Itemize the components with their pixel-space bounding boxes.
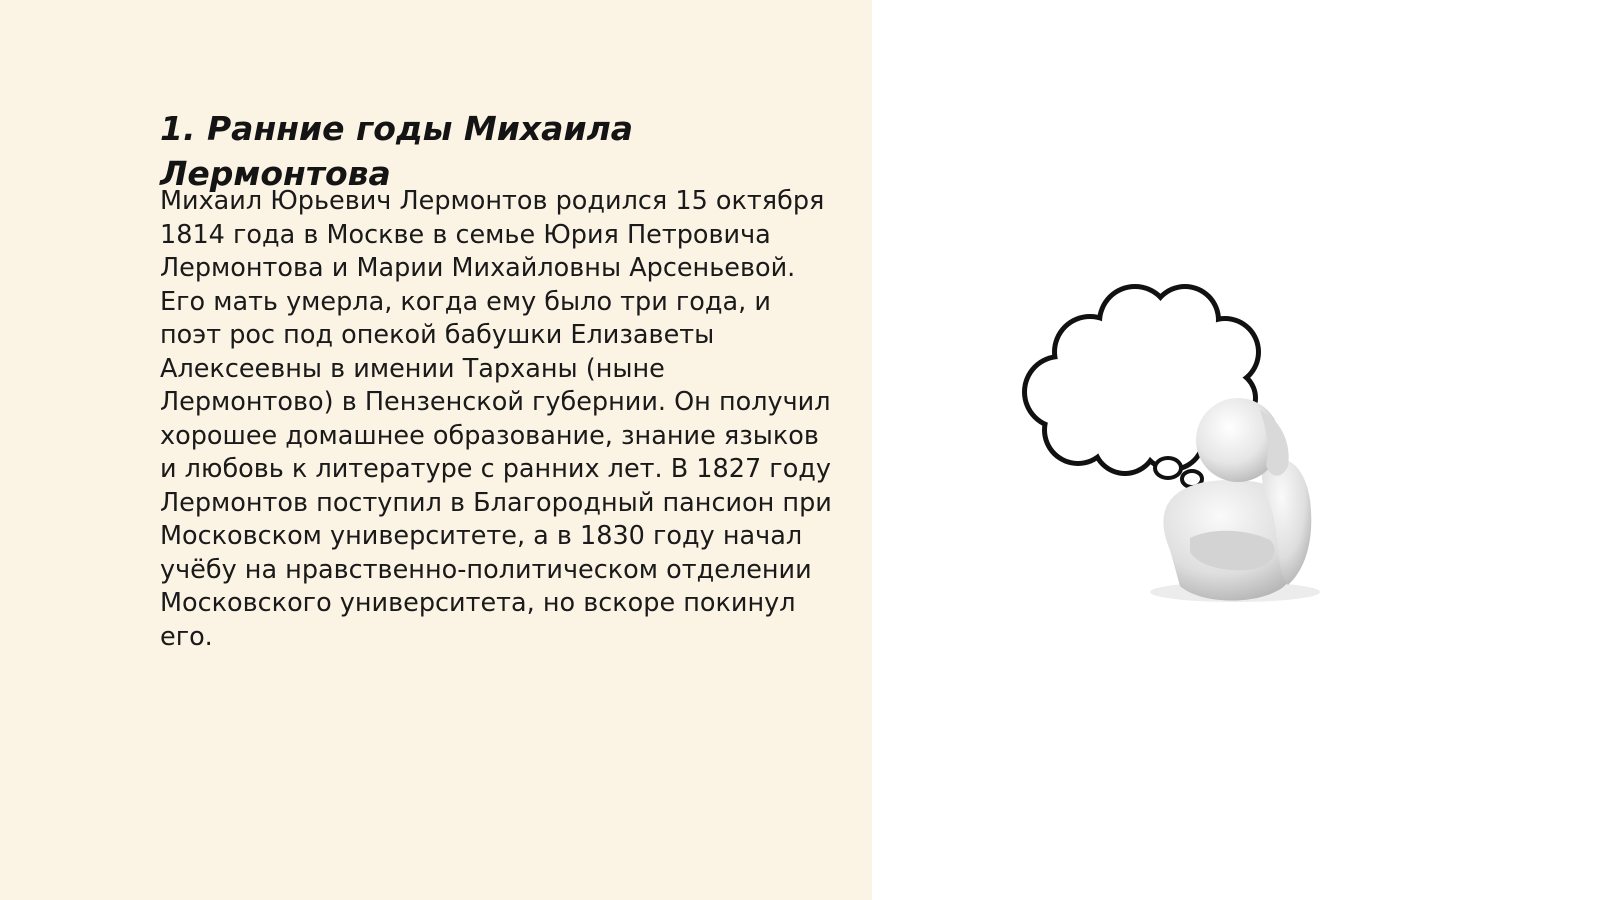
slide-title: 1. Ранние годы Михаила Лермонтова — [160, 109, 634, 193]
thinking-person-with-thought-bubble-icon — [1020, 270, 1350, 620]
slide-body-text: Михаил Юрьевич Лермонтов родился 15 октября 1814 года в Москве в семье Юрия Петровича Лермонтова и Марии Михайловны Арсеньевой. Его мать умерла, когда ему было три года, и поэт рос под опекой бабушки Елизаветы Алексеевны в имении Тарханы (ныне Лермонтово) в Пензенской губернии. Он получил хорошее домашнее образование, знание языков и любовь к литературе с ранних лет. В 1827 году Лермонтов поступил в Благородный пансион при Московском университете, а в 1830 году начал учёбу на нравственно-политическом отделении Московского университета, но вскоре покинул его. — [160, 186, 832, 652]
